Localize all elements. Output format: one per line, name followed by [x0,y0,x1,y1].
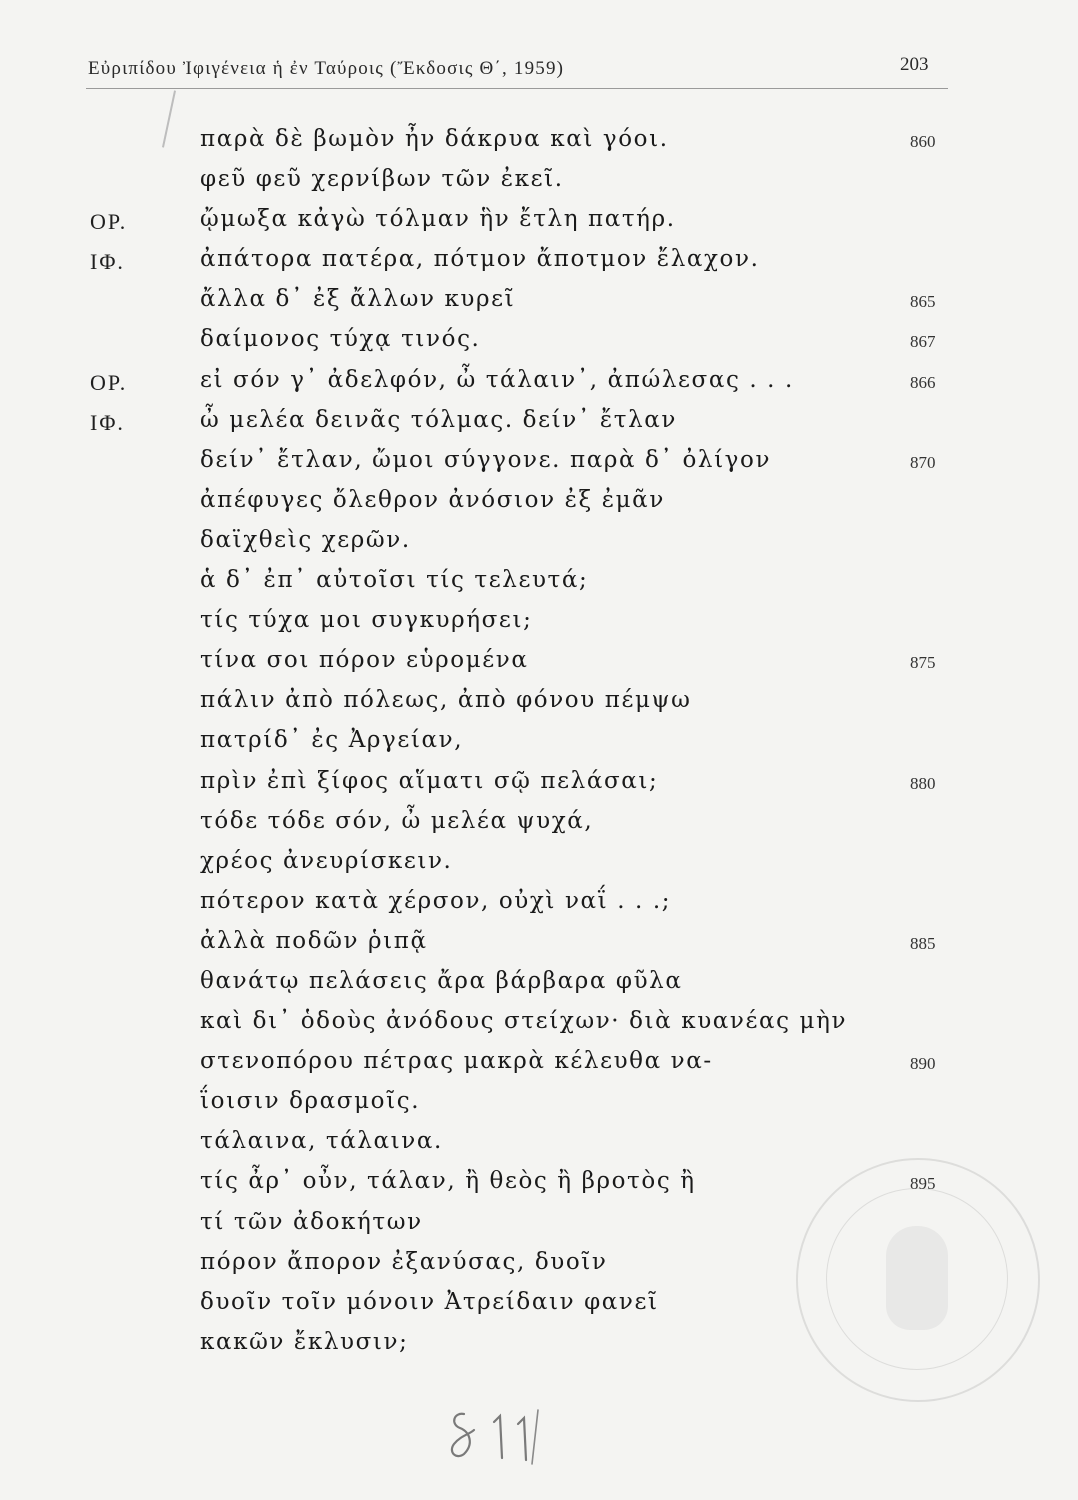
verse-text: φεῦ φεῦ χερνίβων τῶν ἐκεῖ. [200,166,564,193]
verse-text: πρὶν ἐπὶ ξίφος αἵματι σῷ πελάσαι; [200,767,659,794]
verse-line [0,128,1078,168]
running-head: Εὐριπίδου Ἰφιγένεια ἡ ἐν Ταύροις (Ἔκδοσις Θ΄, 1959) [88,58,565,79]
line-number: 890 [910,1054,936,1074]
verse-line [0,767,1078,810]
line-number: 866 [910,372,936,392]
verse-text: εἰ σόν γ᾽ ἀδελφόν, ὦ τάλαιν᾽, ἀπώλεσας . . . [200,366,794,393]
line-number: 895 [910,1174,936,1194]
speaker-label: ΟΡ. [90,209,128,235]
verse-line [0,1050,1078,1090]
verse-text: θανάτῳ πελάσεις ἄρα βάρβαρα φῦλα [200,967,683,994]
verse-line [0,847,1078,890]
verse-line [0,288,1078,328]
page-number: 203 [900,54,929,75]
verse-text: ἁ δ᾽ ἐπ᾽ αὐτοῖσι τίς τελευτά; [200,567,589,594]
verse-line [0,168,1078,208]
verse-line [0,208,1078,248]
verse-line [0,927,1078,970]
stamp-emblem [886,1226,948,1330]
verse-text: ἀπέφυγες ὄλεθρον ἀνόσιον ἐξ ἐμᾶν [200,486,665,513]
line-number: 880 [910,773,936,793]
verse-line [0,1010,1078,1050]
verse-line [0,1090,1078,1130]
verse-line [0,887,1078,930]
verse-text: πότερον κατὰ χέρσον, οὐχὶ ναΐ . . .; [200,887,672,914]
verse-line [0,486,1078,529]
verse-text: δαϊχθεὶς χερῶν. [200,526,411,553]
verse-line [0,248,1078,288]
line-number: 885 [910,933,936,953]
verse-text: χρέος ἀνευρίσκειν. [200,847,453,874]
verse-text: τόδε τόδε σόν, ὦ μελέα ψυχά, [200,807,594,834]
verse-text: δαίμονος τύχᾳ τινός. [200,326,481,353]
verse-line [0,649,1078,689]
verse-text: ἀπάτορα πατέρα, πότμον ἄποτμον ἔλαχον. [200,246,760,273]
verse-text: κακῶν ἔκλυσιν; [200,1328,409,1355]
line-number: 875 [910,653,936,673]
verse-text: ὦ μελέα δεινᾶς τόλμας. δείν᾽ ἔτλαν [200,406,678,433]
verse-line [0,689,1078,729]
verse-line [0,328,1078,368]
verse-line [0,967,1078,1010]
verse-text: τίνα σοι πόρον εὑρομένα [200,647,529,674]
verse-text: ἀλλὰ ποδῶν ῥιπᾷ [200,927,428,954]
verse-line [0,526,1078,569]
verse-line [0,446,1078,489]
verse-line [0,729,1078,769]
verse-line [0,366,1078,409]
verse-line [0,609,1078,649]
verse-text: ᾤμωξα κἀγὼ τόλμαν ἣν ἔτλη πατήρ. [200,206,676,233]
verse-text: δυοῖν τοῖν μόνοιν Ἀτρείδαιν φανεῖ [200,1288,659,1315]
speaker-label: ΙΦ. [90,249,125,275]
speaker-label: ΟΡ. [90,369,128,395]
verse-text: πατρίδ᾽ ἐς Ἀργείαν, [200,727,464,754]
verse-text: τάλαινα, τάλαινα. [200,1128,443,1155]
verse-line [0,569,1078,609]
verse-text: τίς τύχα μοι συγκυρήσει; [200,607,533,634]
verse-text: πόρον ἄπορον ἐξανύσας, δυοῖν [200,1248,608,1275]
verse-line [0,807,1078,850]
speaker-label: ΙΦ. [90,409,125,435]
verse-text: τίς ἆρ᾽ οὖν, τάλαν, ἢ θεὸς ἢ βροτὸς ἢ [200,1168,696,1195]
verse-text: καὶ δι᾽ ὁδοὺς ἀνόδους στείχων· διὰ κυανέας μὴν [200,1008,848,1035]
line-number: 870 [910,452,936,472]
verse-text: στενοπόρου πέτρας μακρὰ κέλευθα να- [200,1048,713,1075]
verse-line [0,406,1078,449]
verse-text: δείν᾽ ἔτλαν, ὤμοι σύγγονε. παρὰ δ᾽ ὀλίγον [200,446,772,473]
library-stamp [796,1158,1040,1402]
line-number: 865 [910,292,936,312]
line-number: 860 [910,132,936,151]
verse-text: τί τῶν ἀδοκήτων [200,1208,423,1235]
header-rule [86,88,948,89]
verse-text: παρὰ δὲ βωμὸν ἦν δάκρυα καὶ γόοι. [200,126,669,152]
verse-text: ΐοισιν δρασμοῖς. [200,1088,421,1115]
handwritten-annotation [444,1400,554,1470]
verse-text: πάλιν ἀπὸ πόλεως, ἀπὸ φόνου πέμψω [200,687,692,714]
line-number: 867 [910,332,936,352]
verse-text: ἄλλα δ᾽ ἐξ ἄλλων κυρεῖ [200,286,516,313]
